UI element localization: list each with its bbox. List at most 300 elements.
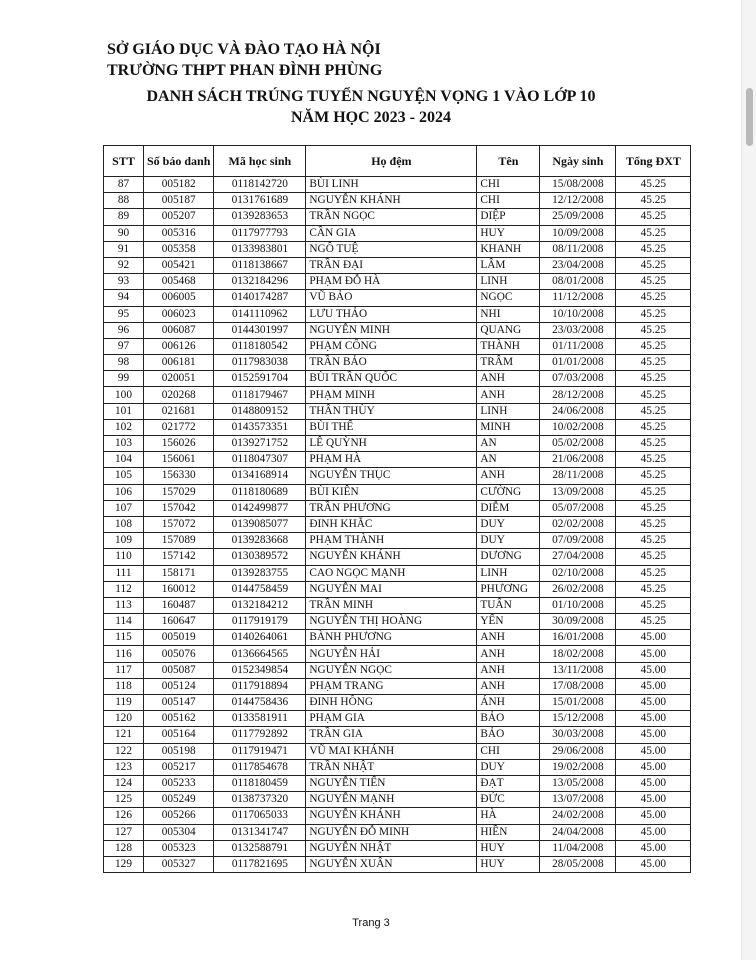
cell-ngay-sinh: 19/02/2008 — [540, 759, 616, 775]
cell-ten: LINH — [477, 565, 540, 581]
cell-tong-dxt: 45.25 — [616, 533, 691, 549]
table-row — [104, 468, 691, 484]
table-row — [104, 533, 691, 549]
cell-ten: ANH — [477, 678, 540, 694]
cell-so-bao-danh: 005358 — [144, 241, 214, 257]
cell-tong-dxt: 45.00 — [616, 840, 691, 856]
cell-tong-dxt: 45.25 — [616, 274, 691, 290]
cell-ho-dem: PHẠM TRANG — [306, 678, 477, 694]
cell-ten: THÀNH — [477, 338, 540, 354]
cell-stt: 89 — [104, 209, 144, 225]
table-row — [104, 338, 691, 354]
cell-ten: BẢO — [477, 727, 540, 743]
cell-ma-hoc-sinh: 0143573351 — [214, 419, 306, 435]
cell-ma-hoc-sinh: 0133581911 — [214, 711, 306, 727]
table-row — [104, 403, 691, 419]
cell-so-bao-danh: 157042 — [144, 500, 214, 516]
cell-ngay-sinh: 24/04/2008 — [540, 824, 616, 840]
cell-ngay-sinh: 01/01/2008 — [540, 355, 616, 371]
cell-stt: 96 — [104, 322, 144, 338]
cell-ho-dem: PHẠM THÀNH — [306, 533, 477, 549]
cell-stt: 125 — [104, 792, 144, 808]
cell-ngay-sinh: 27/04/2008 — [540, 549, 616, 565]
cell-tong-dxt: 45.00 — [616, 808, 691, 824]
cell-ma-hoc-sinh: 0117821695 — [214, 856, 306, 872]
cell-ngay-sinh: 17/08/2008 — [540, 678, 616, 694]
cell-ten: QUANG — [477, 322, 540, 338]
cell-ma-hoc-sinh: 0140174287 — [214, 290, 306, 306]
cell-stt: 88 — [104, 193, 144, 209]
cell-so-bao-danh: 157029 — [144, 484, 214, 500]
cell-so-bao-danh: 005207 — [144, 209, 214, 225]
table-row — [104, 241, 691, 257]
cell-ho-dem: TRẦN BẢO — [306, 355, 477, 371]
cell-tong-dxt: 45.25 — [616, 549, 691, 565]
cell-ten: ANH — [477, 630, 540, 646]
cell-so-bao-danh: 005019 — [144, 630, 214, 646]
cell-ma-hoc-sinh: 0152591704 — [214, 371, 306, 387]
cell-so-bao-danh: 005187 — [144, 193, 214, 209]
table-row — [104, 387, 691, 403]
cell-so-bao-danh: 160012 — [144, 581, 214, 597]
col-header-ngay-sinh: Ngày sinh — [540, 146, 616, 177]
cell-so-bao-danh: 006023 — [144, 306, 214, 322]
table-row — [104, 274, 691, 290]
cell-so-bao-danh: 006005 — [144, 290, 214, 306]
cell-tong-dxt: 45.25 — [616, 290, 691, 306]
cell-ngay-sinh: 11/12/2008 — [540, 290, 616, 306]
cell-tong-dxt: 45.00 — [616, 824, 691, 840]
table-row — [104, 711, 691, 727]
cell-ho-dem: THÂN THÙY — [306, 403, 477, 419]
cell-ma-hoc-sinh: 0132588791 — [214, 840, 306, 856]
cell-ngay-sinh: 13/11/2008 — [540, 662, 616, 678]
cell-ngay-sinh: 08/01/2008 — [540, 274, 616, 290]
cell-ma-hoc-sinh: 0131761689 — [214, 193, 306, 209]
cell-ten: CƯỜNG — [477, 484, 540, 500]
cell-so-bao-danh: 020268 — [144, 387, 214, 403]
cell-ho-dem: TRẦN MINH — [306, 597, 477, 613]
cell-ten: TUẤN — [477, 597, 540, 613]
cell-ngay-sinh: 15/01/2008 — [540, 695, 616, 711]
cell-ten: ANH — [477, 662, 540, 678]
col-header-so-bao-danh: Số báo danh — [144, 146, 214, 177]
cell-ma-hoc-sinh: 0136664565 — [214, 646, 306, 662]
table-row — [104, 808, 691, 824]
cell-tong-dxt: 45.00 — [616, 759, 691, 775]
cell-stt: 107 — [104, 500, 144, 516]
cell-ho-dem: NGUYỄN NHẬT — [306, 840, 477, 856]
table-body — [104, 177, 691, 873]
cell-tong-dxt: 45.25 — [616, 209, 691, 225]
cell-ho-dem: NGUYỄN KHÁNH — [306, 808, 477, 824]
cell-ten: CHI — [477, 743, 540, 759]
cell-ten: HIỀN — [477, 824, 540, 840]
cell-ngay-sinh: 24/02/2008 — [540, 808, 616, 824]
cell-ngay-sinh: 01/11/2008 — [540, 338, 616, 354]
cell-ho-dem: VŨ BẢO — [306, 290, 477, 306]
table-row — [104, 290, 691, 306]
cell-stt: 128 — [104, 840, 144, 856]
cell-tong-dxt: 45.25 — [616, 452, 691, 468]
cell-ngay-sinh: 23/03/2008 — [540, 322, 616, 338]
cell-stt: 90 — [104, 225, 144, 241]
cell-ngay-sinh: 30/09/2008 — [540, 614, 616, 630]
table-row — [104, 549, 691, 565]
cell-tong-dxt: 45.25 — [616, 565, 691, 581]
col-header-ten: Tên — [477, 146, 540, 177]
cell-ten: HUY — [477, 840, 540, 856]
cell-ma-hoc-sinh: 0133983801 — [214, 241, 306, 257]
cell-so-bao-danh: 160647 — [144, 614, 214, 630]
cell-ten: ANH — [477, 468, 540, 484]
cell-tong-dxt: 45.00 — [616, 630, 691, 646]
cell-ho-dem: NGUYỄN TIẾN — [306, 775, 477, 791]
cell-ten: TRÂM — [477, 355, 540, 371]
cell-tong-dxt: 45.25 — [616, 177, 691, 193]
vertical-scrollbar[interactable] — [741, 0, 756, 960]
cell-ten: HÀ — [477, 808, 540, 824]
title-line-1: DANH SÁCH TRÚNG TUYỂN NGUYỆN VỌNG 1 VÀO LỚP 10 — [146, 88, 596, 105]
cell-stt: 121 — [104, 727, 144, 743]
title-line-2: NĂM HỌC 2023 - 2024 — [291, 109, 451, 126]
cell-ma-hoc-sinh: 0132184212 — [214, 597, 306, 613]
cell-tong-dxt: 45.25 — [616, 419, 691, 435]
cell-ten: ANH — [477, 387, 540, 403]
table-header-row — [104, 146, 691, 177]
table-row — [104, 775, 691, 791]
cell-stt: 110 — [104, 549, 144, 565]
cell-so-bao-danh: 157142 — [144, 549, 214, 565]
cell-ngay-sinh: 16/01/2008 — [540, 630, 616, 646]
cell-ho-dem: NGUYỄN ĐỖ MINH — [306, 824, 477, 840]
cell-ho-dem: TRẦN NHẬT — [306, 759, 477, 775]
cell-ten: LÂM — [477, 257, 540, 273]
cell-ma-hoc-sinh: 0139085077 — [214, 516, 306, 532]
cell-ngay-sinh: 28/11/2008 — [540, 468, 616, 484]
table-row — [104, 516, 691, 532]
cell-tong-dxt: 45.25 — [616, 322, 691, 338]
cell-so-bao-danh: 005198 — [144, 743, 214, 759]
table-row — [104, 743, 691, 759]
cell-ten: ĐỨC — [477, 792, 540, 808]
cell-ten: PHƯƠNG — [477, 581, 540, 597]
cell-ho-dem: NGUYỄN THỤC — [306, 468, 477, 484]
cell-tong-dxt: 45.00 — [616, 646, 691, 662]
cell-ma-hoc-sinh: 0117919471 — [214, 743, 306, 759]
cell-tong-dxt: 45.25 — [616, 257, 691, 273]
table-row — [104, 209, 691, 225]
cell-ho-dem: LÊ QUỲNH — [306, 436, 477, 452]
cell-ho-dem: BÙI THẾ — [306, 419, 477, 435]
table-row — [104, 355, 691, 371]
cell-ho-dem: PHẠM CÔNG — [306, 338, 477, 354]
cell-tong-dxt: 45.25 — [616, 436, 691, 452]
cell-so-bao-danh: 156061 — [144, 452, 214, 468]
cell-ngay-sinh: 13/05/2008 — [540, 775, 616, 791]
cell-ngay-sinh: 12/12/2008 — [540, 193, 616, 209]
cell-so-bao-danh: 021772 — [144, 419, 214, 435]
table-row — [104, 840, 691, 856]
cell-ngay-sinh: 30/03/2008 — [540, 727, 616, 743]
cell-stt: 93 — [104, 274, 144, 290]
cell-ngay-sinh: 02/02/2008 — [540, 516, 616, 532]
cell-so-bao-danh: 006181 — [144, 355, 214, 371]
cell-so-bao-danh: 005266 — [144, 808, 214, 824]
cell-so-bao-danh: 005304 — [144, 824, 214, 840]
cell-so-bao-danh: 005087 — [144, 662, 214, 678]
cell-ngay-sinh: 10/02/2008 — [540, 419, 616, 435]
scrollbar-thumb[interactable] — [746, 88, 753, 146]
cell-ten: AN — [477, 436, 540, 452]
cell-ho-dem: TRẦN ĐẠI — [306, 257, 477, 273]
letterhead — [107, 39, 382, 81]
table-row — [104, 322, 691, 338]
cell-stt: 106 — [104, 484, 144, 500]
cell-ma-hoc-sinh: 0118047307 — [214, 452, 306, 468]
cell-ma-hoc-sinh: 0144301997 — [214, 322, 306, 338]
cell-so-bao-danh: 005162 — [144, 711, 214, 727]
cell-tong-dxt: 45.00 — [616, 856, 691, 872]
cell-ho-dem: NGUYỄN MẠNH — [306, 792, 477, 808]
cell-ho-dem: NGUYỄN XUÂN — [306, 856, 477, 872]
cell-ngay-sinh: 26/02/2008 — [540, 581, 616, 597]
cell-ten: HUY — [477, 225, 540, 241]
cell-stt: 115 — [104, 630, 144, 646]
table-row — [104, 856, 691, 872]
cell-ho-dem: TRẦN PHƯƠNG — [306, 500, 477, 516]
cell-ten: MINH — [477, 419, 540, 435]
cell-tong-dxt: 45.00 — [616, 678, 691, 694]
cell-so-bao-danh: 005323 — [144, 840, 214, 856]
cell-stt: 95 — [104, 306, 144, 322]
cell-ho-dem: NGUYỄN KHÁNH — [306, 549, 477, 565]
cell-ngay-sinh: 21/06/2008 — [540, 452, 616, 468]
cell-stt: 122 — [104, 743, 144, 759]
cell-stt: 91 — [104, 241, 144, 257]
cell-ten: LINH — [477, 403, 540, 419]
cell-ho-dem: BÙI LINH — [306, 177, 477, 193]
cell-ma-hoc-sinh: 0118179467 — [214, 387, 306, 403]
cell-ngay-sinh: 23/04/2008 — [540, 257, 616, 273]
cell-ma-hoc-sinh: 0138737320 — [214, 792, 306, 808]
table-row — [104, 306, 691, 322]
cell-stt: 123 — [104, 759, 144, 775]
cell-stt: 99 — [104, 371, 144, 387]
cell-ten: DUY — [477, 516, 540, 532]
cell-stt: 126 — [104, 808, 144, 824]
cell-ten: NGỌC — [477, 290, 540, 306]
cell-ma-hoc-sinh: 0144758459 — [214, 581, 306, 597]
cell-so-bao-danh: 006126 — [144, 338, 214, 354]
cell-stt: 119 — [104, 695, 144, 711]
cell-ma-hoc-sinh: 0139283668 — [214, 533, 306, 549]
cell-ma-hoc-sinh: 0117854678 — [214, 759, 306, 775]
cell-ma-hoc-sinh: 0134168914 — [214, 468, 306, 484]
cell-stt: 129 — [104, 856, 144, 872]
cell-ma-hoc-sinh: 0139283755 — [214, 565, 306, 581]
cell-ngay-sinh: 11/04/2008 — [540, 840, 616, 856]
cell-stt: 98 — [104, 355, 144, 371]
cell-tong-dxt: 45.25 — [616, 500, 691, 516]
cell-stt: 112 — [104, 581, 144, 597]
cell-ngay-sinh: 13/07/2008 — [540, 792, 616, 808]
cell-stt: 116 — [104, 646, 144, 662]
cell-so-bao-danh: 006087 — [144, 322, 214, 338]
cell-tong-dxt: 45.00 — [616, 662, 691, 678]
cell-ma-hoc-sinh: 0141110962 — [214, 306, 306, 322]
cell-ngay-sinh: 13/09/2008 — [540, 484, 616, 500]
cell-ma-hoc-sinh: 0117918894 — [214, 678, 306, 694]
cell-ho-dem: PHẠM ĐỖ HÀ — [306, 274, 477, 290]
cell-stt: 114 — [104, 614, 144, 630]
cell-ho-dem: LƯU THẢO — [306, 306, 477, 322]
cell-ho-dem: NGUYỄN MINH — [306, 322, 477, 338]
cell-ma-hoc-sinh: 0139271752 — [214, 436, 306, 452]
document-title — [0, 86, 742, 128]
cell-ho-dem: NGUYỄN MAI — [306, 581, 477, 597]
table-row — [104, 759, 691, 775]
cell-ma-hoc-sinh: 0117792892 — [214, 727, 306, 743]
cell-ten: DUY — [477, 759, 540, 775]
cell-tong-dxt: 45.25 — [616, 581, 691, 597]
cell-ma-hoc-sinh: 0118138667 — [214, 257, 306, 273]
table-row — [104, 630, 691, 646]
cell-ngay-sinh: 08/11/2008 — [540, 241, 616, 257]
cell-ngay-sinh: 15/08/2008 — [540, 177, 616, 193]
cell-so-bao-danh: 005468 — [144, 274, 214, 290]
cell-ten: ÁNH — [477, 695, 540, 711]
col-header-ma-hoc-sinh: Mã học sinh — [214, 146, 306, 177]
cell-ngay-sinh: 02/10/2008 — [540, 565, 616, 581]
cell-ma-hoc-sinh: 0130389572 — [214, 549, 306, 565]
cell-ma-hoc-sinh: 0118142720 — [214, 177, 306, 193]
cell-tong-dxt: 45.25 — [616, 516, 691, 532]
table-row — [104, 419, 691, 435]
cell-stt: 92 — [104, 257, 144, 273]
cell-so-bao-danh: 005421 — [144, 257, 214, 273]
cell-ngay-sinh: 10/10/2008 — [540, 306, 616, 322]
department-name: SỞ GIÁO DỤC VÀ ĐÀO TẠO HÀ NỘI — [107, 41, 381, 58]
cell-tong-dxt: 45.25 — [616, 241, 691, 257]
school-name: TRƯỜNG THPT PHAN ĐÌNH PHÙNG — [107, 62, 383, 79]
cell-tong-dxt: 45.25 — [616, 468, 691, 484]
cell-so-bao-danh: 020051 — [144, 371, 214, 387]
table-row — [104, 614, 691, 630]
cell-ten: KHANH — [477, 241, 540, 257]
cell-ma-hoc-sinh: 0144758436 — [214, 695, 306, 711]
cell-ten: ĐẠT — [477, 775, 540, 791]
table-row — [104, 500, 691, 516]
cell-ma-hoc-sinh: 0117977793 — [214, 225, 306, 241]
cell-ho-dem: PHẠM HÀ — [306, 452, 477, 468]
cell-ten: DUY — [477, 533, 540, 549]
cell-so-bao-danh: 005147 — [144, 695, 214, 711]
table-row — [104, 597, 691, 613]
cell-ho-dem: CAO NGỌC MẠNH — [306, 565, 477, 581]
cell-ten: CHI — [477, 193, 540, 209]
cell-tong-dxt: 45.25 — [616, 225, 691, 241]
cell-stt: 105 — [104, 468, 144, 484]
cell-stt: 108 — [104, 516, 144, 532]
cell-ten: ANH — [477, 371, 540, 387]
cell-tong-dxt: 45.25 — [616, 484, 691, 500]
cell-ngay-sinh: 05/07/2008 — [540, 500, 616, 516]
cell-ten: DIỄM — [477, 500, 540, 516]
cell-ma-hoc-sinh: 0142499877 — [214, 500, 306, 516]
cell-ho-dem: TRẦN NGỌC — [306, 209, 477, 225]
cell-ten: YẾN — [477, 614, 540, 630]
cell-ma-hoc-sinh: 0117065033 — [214, 808, 306, 824]
cell-stt: 117 — [104, 662, 144, 678]
cell-ma-hoc-sinh: 0152349854 — [214, 662, 306, 678]
cell-so-bao-danh: 005217 — [144, 759, 214, 775]
cell-ho-dem: ĐINH KHẮC — [306, 516, 477, 532]
cell-ngay-sinh: 05/02/2008 — [540, 436, 616, 452]
cell-ngay-sinh: 18/02/2008 — [540, 646, 616, 662]
cell-stt: 87 — [104, 177, 144, 193]
cell-so-bao-danh: 158171 — [144, 565, 214, 581]
cell-tong-dxt: 45.25 — [616, 338, 691, 354]
cell-ngay-sinh: 15/12/2008 — [540, 711, 616, 727]
cell-ho-dem: BÙI TRẦN QUỐC — [306, 371, 477, 387]
cell-ho-dem: NGUYỄN NGỌC — [306, 662, 477, 678]
table-row — [104, 581, 691, 597]
cell-ngay-sinh: 28/12/2008 — [540, 387, 616, 403]
cell-so-bao-danh: 157072 — [144, 516, 214, 532]
cell-stt: 124 — [104, 775, 144, 791]
cell-ho-dem: NGUYỄN THỊ HOÀNG — [306, 614, 477, 630]
cell-stt: 113 — [104, 597, 144, 613]
cell-so-bao-danh: 021681 — [144, 403, 214, 419]
cell-so-bao-danh: 156330 — [144, 468, 214, 484]
cell-ngay-sinh: 29/06/2008 — [540, 743, 616, 759]
cell-ho-dem: BÙI KIÊN — [306, 484, 477, 500]
table-row — [104, 678, 691, 694]
cell-tong-dxt: 45.00 — [616, 711, 691, 727]
table-row — [104, 824, 691, 840]
cell-ten: LINH — [477, 274, 540, 290]
cell-ma-hoc-sinh: 0118180689 — [214, 484, 306, 500]
cell-stt: 120 — [104, 711, 144, 727]
cell-ten: HUY — [477, 856, 540, 872]
cell-ho-dem: PHẠM GIA — [306, 711, 477, 727]
cell-ngay-sinh: 07/09/2008 — [540, 533, 616, 549]
cell-so-bao-danh: 156026 — [144, 436, 214, 452]
cell-ma-hoc-sinh: 0117983038 — [214, 355, 306, 371]
cell-tong-dxt: 45.25 — [616, 614, 691, 630]
cell-ho-dem: BÀNH PHƯƠNG — [306, 630, 477, 646]
table-row — [104, 484, 691, 500]
cell-tong-dxt: 45.25 — [616, 355, 691, 371]
cell-tong-dxt: 45.25 — [616, 193, 691, 209]
cell-stt: 111 — [104, 565, 144, 581]
cell-ten: DƯƠNG — [477, 549, 540, 565]
cell-tong-dxt: 45.00 — [616, 695, 691, 711]
col-header-stt: STT — [104, 146, 144, 177]
table-row — [104, 436, 691, 452]
cell-so-bao-danh: 157089 — [144, 533, 214, 549]
table-row — [104, 727, 691, 743]
table-row — [104, 662, 691, 678]
col-header-ho-dem: Họ đệm — [306, 146, 477, 177]
cell-ma-hoc-sinh: 0148809152 — [214, 403, 306, 419]
cell-stt: 118 — [104, 678, 144, 694]
cell-ho-dem: CẦN GIA — [306, 225, 477, 241]
cell-ma-hoc-sinh: 0131341747 — [214, 824, 306, 840]
cell-ho-dem: ĐINH HỒNG — [306, 695, 477, 711]
cell-ma-hoc-sinh: 0117919179 — [214, 614, 306, 630]
